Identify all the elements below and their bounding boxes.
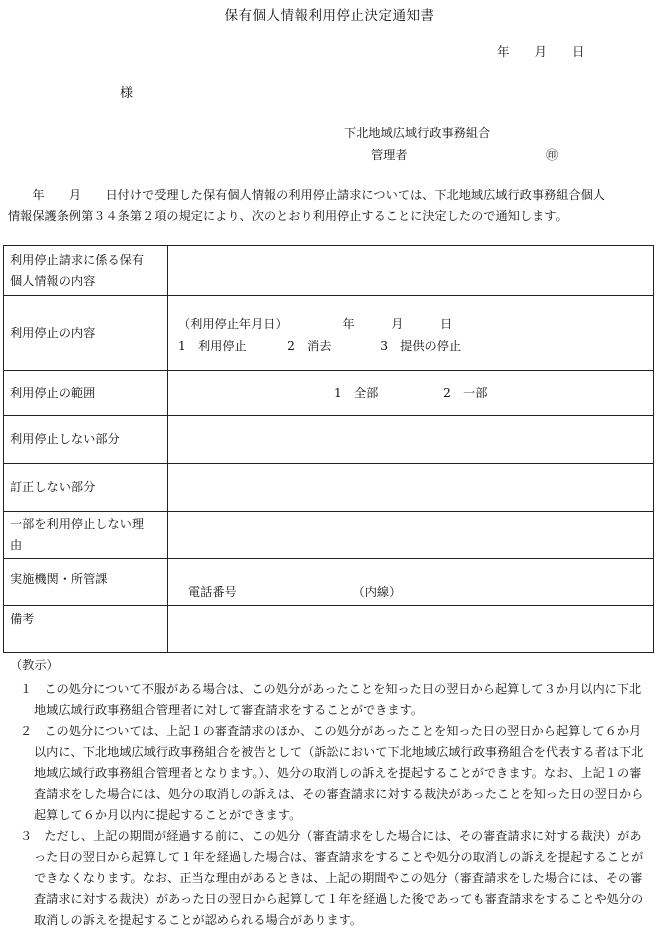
row-label-content (4, 246, 168, 296)
suspension-options-line: 1 利用停止 2 消去 3 提供の停止 (178, 339, 462, 353)
row-label-partial-reason (4, 512, 168, 559)
label-line: 一部を利用停止しない理 (10, 517, 145, 531)
table-row (4, 296, 654, 371)
label-line: 利用停止の内容 (10, 325, 96, 340)
notes-line: 以内に、下北地域広域行政事務組合を被告として（訴訟において下北地域広域行政事務組合を代表する者は下北 (34, 745, 644, 759)
table-row (4, 416, 654, 464)
date-line: 年 月 日 (497, 44, 585, 59)
row-value-remarks (168, 606, 654, 653)
table-row (4, 606, 654, 653)
notes-line: １ この処分について不服がある場合は、この処分があったことを知った日の翌日から起算して３か月以内に下北 (20, 682, 642, 696)
table-row (4, 371, 654, 416)
phone-number-line: 電話番号 （内線） (188, 585, 402, 599)
label-line: 訂正しない部分 (10, 480, 96, 494)
notice-body-line: 年 月 日付けで受理した保有個人情報の利用停止請求については、下北地域広域行政事務組合個人 (8, 188, 605, 202)
row-value-scope (168, 371, 654, 416)
notes-line: できなくなります。なお、正当な理由があるときは、上記の期間やこの処分（審査請求をした場合には、その審 (34, 871, 643, 885)
row-value-not-suspended (168, 416, 654, 464)
notice-body (8, 185, 653, 227)
issuer-org: 下北地域広域行政事務組合 (344, 126, 491, 140)
notes-heading: （教示） (10, 658, 59, 672)
addressee-suffix: 様 (120, 86, 134, 101)
label-line: 個人情報の内容 (10, 273, 96, 288)
table-row (4, 512, 654, 559)
notes-line: 地域広域行政事務組合管理者に対して審査請求をすることができます。 (34, 703, 424, 717)
table-row (4, 559, 654, 606)
notes-line: 査請求をした場合には、処分の取消しの訴えは、その審査請求に対する裁決があったことを知った日の翌日から (34, 787, 644, 801)
row-label-remarks (4, 606, 168, 653)
row-label-not-corrected (4, 464, 168, 512)
row-label-agency (4, 559, 168, 606)
label-line: 利用停止しない部分 (10, 432, 120, 446)
notes-line: 起算して６か月以内に提起することができます。 (34, 808, 302, 822)
scope-options-line: 1 全部 2 一部 (334, 386, 488, 400)
label-line: 備考 (10, 612, 35, 626)
issuer-title: 管理者 (371, 148, 408, 162)
row-value-partial-reason (168, 512, 654, 559)
label-line: 利用停止の範囲 (10, 385, 96, 400)
notes-line: った日の翌日から起算して１年を経過した場合は、審査請求をすることや処分の取消しの訴えを提起することが (34, 850, 644, 864)
row-value-agency (168, 559, 654, 606)
label-line: 実施機関・所管課 (10, 572, 108, 586)
label-line: 由 (10, 538, 23, 552)
table-row (4, 464, 654, 512)
row-value-not-corrected (168, 464, 654, 512)
row-value-content (168, 246, 654, 296)
document-title: 保有個人情報利用停止決定通知書 (224, 8, 435, 24)
decision-table (3, 245, 654, 653)
notes-line: ２ この処分については、上記１の審査請求のほか、この処分があったことを知った日の翌日から起算して６か月 (20, 724, 642, 738)
seal-mark: ㊞ (546, 148, 559, 162)
suspension-date-line: （利用停止年月日） 年 月 日 (178, 317, 453, 331)
label-line: 利用停止請求に係る保有 (10, 252, 145, 267)
notes-line: ３ ただし、上記の期間が経過する前に、この処分（審査請求をした場合には、その審査請求に対する裁決）があ (20, 829, 642, 843)
notes-line: 取消しの訴えを提起することが認められる場合があります。 (34, 913, 363, 927)
row-label-suspension-content (4, 296, 168, 371)
table-row (4, 246, 654, 296)
notes-line: 地域広域行政事務組合管理者となります。）、処分の取消しの訴えを提起することができます。なお、上記１の審 (34, 766, 642, 780)
notice-body-line: 情報保護条例第３４条第２項の規定により、次のとおり利用停止することに決定したので通知します。 (8, 209, 568, 223)
notes-line: 査請求に対する裁決）があった日の翌日から起算して１年を経過した後であっても審査請求をすることや処分の (34, 892, 644, 906)
row-label-scope (4, 371, 168, 416)
row-value-suspension-content (168, 296, 654, 371)
row-label-not-suspended (4, 416, 168, 464)
